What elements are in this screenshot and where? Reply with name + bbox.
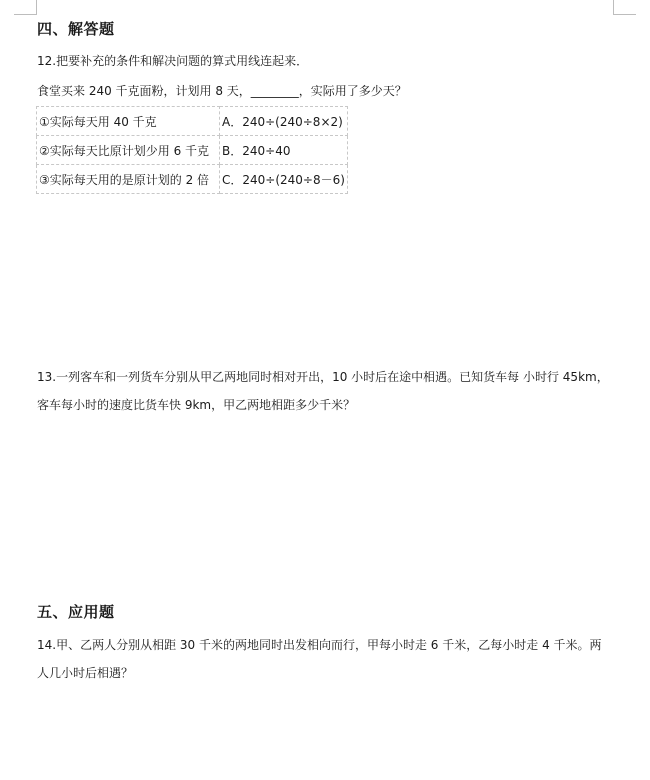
q12-problem-line: 食堂买来 240 千克面粉，计划用 8 天，________，实际用了多少天？ bbox=[37, 84, 407, 98]
table-row bbox=[37, 165, 348, 194]
condition-cell: ②实际每天比原计划少用 6 千克 bbox=[37, 136, 220, 165]
formula-cell: C．240÷(240÷8－6) bbox=[220, 165, 348, 194]
q14-line-1: 14.甲、乙两人分别从相距 30 千米的两地同时出发相向而行，甲每小时走 6 千米，乙每小时走 4 千米。两 bbox=[37, 638, 602, 652]
q13-line-1: 13.一列客车和一列货车分别从甲乙两地同时相对开出，10 小时后在途中相遇。已知货车每 小时行 45km， bbox=[37, 370, 609, 384]
q14-line-2: 人几小时后相遇？ bbox=[37, 666, 134, 680]
formula-cell: B．240÷40 bbox=[220, 136, 348, 165]
q12-prompt: 12.把要补充的条件和解决问题的算式用线连起来． bbox=[37, 54, 309, 68]
q12-matching-table bbox=[36, 106, 348, 194]
section-title-4: 四、解答题 bbox=[37, 20, 115, 38]
table-row bbox=[37, 107, 348, 136]
table-row bbox=[37, 136, 348, 165]
section-title-5: 五、应用题 bbox=[37, 603, 115, 621]
q13-line-2: 客车每小时的速度比货车快 9km，甲乙两地相距多少千米？ bbox=[37, 398, 356, 412]
condition-cell: ①实际每天用 40 千克 bbox=[37, 107, 220, 136]
page-corner-mark-left bbox=[14, 0, 37, 15]
condition-cell: ③实际每天用的是原计划的 2 倍 bbox=[37, 165, 220, 194]
formula-cell: A．240÷(240÷8×2) bbox=[220, 107, 348, 136]
page-corner-mark-right bbox=[613, 0, 636, 15]
